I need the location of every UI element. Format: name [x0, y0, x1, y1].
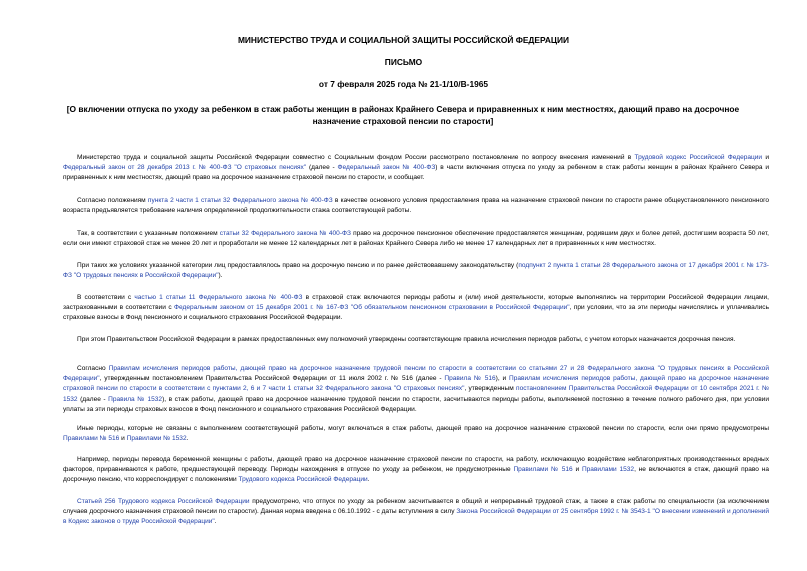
text: , утвержденным — [464, 385, 517, 393]
text: . — [367, 476, 370, 484]
link-rules-1532-short[interactable]: Правила № 1532 — [108, 395, 163, 403]
document-subject: [О включении отпуска по уходу за ребенком в стаж работы женщин в районах Крайнего Севера и приравненных к ним местностях, дающий право на досрочное назначение страховой пенсии по старости] — [66, 104, 740, 126]
paragraph-8 — [63, 424, 769, 444]
link-law-400fz[interactable]: Федеральный закон от 28 декабря 2013 г. № 400-ФЗ "О страховых пенсиях" — [63, 164, 307, 172]
text: и — [762, 154, 769, 161]
text: Согласно положениям — [77, 197, 148, 204]
document-date-number: от 7 февраля 2025 года № 21-1/10/В-1965 — [318, 79, 489, 89]
text: , при условии, что за эти периоды начислялись и уплачивались страховые взносы в Фонд пенсионного и социального страхования Российской Федерации. — [63, 304, 769, 322]
link-resolution-1532[interactable]: постановлением Правительства Российской Федерации от 10 сентября 2021 г. № 1532 — [63, 385, 769, 403]
text: . — [214, 518, 217, 526]
link-rules-516[interactable]: Правилами № 516 — [63, 435, 120, 443]
link-rules-1532[interactable]: Правилами № 1532 — [126, 435, 187, 443]
link-law-3543-1[interactable]: Закона Российской Федерации от 25 сентября 1992 г. № 3543-1 "О внесении изменений и дополнений в Кодекс законов о труде Российской Федерации" — [63, 508, 770, 526]
paragraph-5 — [63, 293, 769, 324]
paragraph-9 — [63, 455, 769, 486]
text: В соответствии с — [77, 294, 135, 301]
text: (далее - — [77, 395, 109, 403]
text: (далее - — [306, 164, 338, 172]
text: При таких же условиях указанной категории лиц предоставлялось право на досрочную пенсию и по ранее действовавшему законодательству ( — [77, 262, 519, 269]
text: ), и — [495, 375, 510, 383]
text: ). — [218, 272, 223, 280]
text: , утвержденным постановлением Правительства Российской Федерации от 11 июля 2002 г. № 516 (далее - — [99, 375, 445, 383]
paragraph-7 — [63, 364, 769, 415]
text: в страховой стаж включаются периоды работы и (или) иной деятельности, которые выполнялись на территории Российской Федерации лицами, застрахованными в соответствии с — [63, 294, 769, 312]
link-law-173fz[interactable]: подпункт 2 пункта 1 статьи 28 Федерального закона от 17 декабря 2001 г. № 173-ФЗ "О трудовых пенсиях в Российской Федерации" — [63, 262, 769, 280]
link-labor-code[interactable]: Трудовой кодекс Российской Федерации — [634, 154, 763, 161]
link-law-167fz[interactable]: Федеральным законом от 15 декабря 2001 г. № 167-ФЗ "Об обязательном пенсионном страховании в Российской Федерации" — [174, 304, 570, 312]
link-art32[interactable]: статьи 32 Федерального закона № 400-ФЗ — [219, 230, 351, 237]
text: ), в стаж работы, дающей право на досрочное назначение трудовой пенсии по старости, засчитываются периоды работы, выполняемой постоянно в течение полного рабочего дня, при условии уплаты за эти периоды страховых взносов в Фонд пенсионного и социального страхования Российской Федерации. — [63, 395, 769, 413]
paragraph-2 — [63, 196, 769, 216]
link-art32-p2[interactable]: пункта 2 части 1 статьи 32 Федерального закона № 400-ФЗ — [147, 197, 333, 204]
text: Иные периоды, которые не связаны с выполнением соответствующей работы, могут включаться в стаж работы, дающей право на досрочное назначение страховой пенсии по старости, если они прямо предусмотрены — [77, 425, 769, 432]
paragraph-6 — [63, 335, 769, 345]
text: и — [572, 466, 582, 474]
text: предусмотрено, что отпуск по уходу за ребенком засчитывается в общий и непрерывный трудовой стаж, а также в стаж работы по специальности (за исключением случаев досрочного назначения страховой пенсии по старости). Данная норма введена с 06.10.1992 - с даты вступления в силу — [63, 498, 769, 516]
paragraph-4 — [63, 261, 769, 281]
text: Согласно — [77, 365, 109, 372]
link-art11[interactable]: частью 1 статьи 11 Федерального закона № 400-ФЗ — [134, 294, 303, 301]
text: . — [186, 435, 189, 443]
document-type: ПИСЬМО — [384, 57, 423, 67]
link-rules-1532[interactable]: Правилами 1532 — [581, 466, 635, 474]
ministry-title: МИНИСТЕРСТВО ТРУДА И СОЦИАЛЬНОЙ ЗАЩИТЫ РОССИЙСКОЙ ФЕДЕРАЦИИ — [237, 35, 570, 45]
link-law-400fz-short[interactable]: Федеральный закон № 400-ФЗ — [337, 164, 436, 172]
text: и — [119, 435, 127, 443]
paragraph-10 — [63, 497, 769, 528]
text: Министерство труда и социальной защиты Российской Федерации совместно с Социальным фондом России рассмотрело постановление по вопросу внесения изменений в — [77, 154, 635, 161]
text: право на досрочное пенсионное обеспечение предоставляется женщинам, родившим двух и более детей, достигшим возраста 50 лет, если они имеют страховой стаж не менее 20 лет и проработали не менее 12 календарных лет в районах Крайнего Севера либо не менее 17 календарных лет в приравненных к ним местностях. — [63, 230, 769, 248]
link-art256-labor-code[interactable]: Статьей 256 Трудового кодекса Российской Федерации — [77, 498, 250, 505]
text: При этом Правительством Российской Федерации в рамках предоставленных ему полномочий утверждены соответствующие правила исчисления периодов работы, с учетом которых назначается досрочная пенсия. — [77, 336, 736, 343]
link-labor-code[interactable]: Трудового кодекса Российской Федерации — [238, 476, 368, 484]
link-rules-516[interactable]: Правилам исчисления периодов работы, дающей право на досрочное назначение трудовой пенсии по старости в соответствии со статьями 27 и 28 Федерального закона "О трудовых пенсиях в Российской Федерации" — [63, 365, 769, 383]
text: , не включаются в стаж, дающий право на досрочную пенсию, что корреспондирует с положениями — [63, 466, 769, 484]
link-rules-1532[interactable]: Правилам исчисления периодов работы, дающей право на досрочное назначение страховой пенсии по старости в соответствии с пунктами 2, 6 и 7 части 1 статьи 32 Федерального закона "О страховых пенсиях" — [63, 375, 769, 393]
text: Например, периоды перевода беременной женщины с работы, дающей право на досрочное назначение страховой пенсии по старости, на работу, исключающую воздействие неблагоприятных производственных вредных факторов, приравниваются к работе, предшествующей переводу. Периоды нахождения в отпуске по уходу за ребенком, не предусмотренные — [63, 456, 769, 474]
paragraph-3 — [63, 229, 769, 249]
text: Так, в соответствии с указанным положением — [77, 230, 220, 237]
text: ) в части включения отпуска по уходу за ребенком в стаж работы женщин в районах Крайнего Севера и приравненных к ним местностях, дающий право на досрочное назначение страховой пенсии по старости, и сообщает. — [63, 164, 769, 182]
text: в качестве основного условия предоставления права на назначение страховой пенсии по старости ранее общеустановленного пенсионного возраста предъявляется требование наличия определенной продолжительности стажа соответствующей работы. — [63, 197, 770, 215]
paragraph-1 — [63, 153, 769, 184]
link-rules-516-short[interactable]: Правила № 516 — [444, 375, 496, 383]
link-rules-516[interactable]: Правилами № 516 — [513, 466, 573, 474]
